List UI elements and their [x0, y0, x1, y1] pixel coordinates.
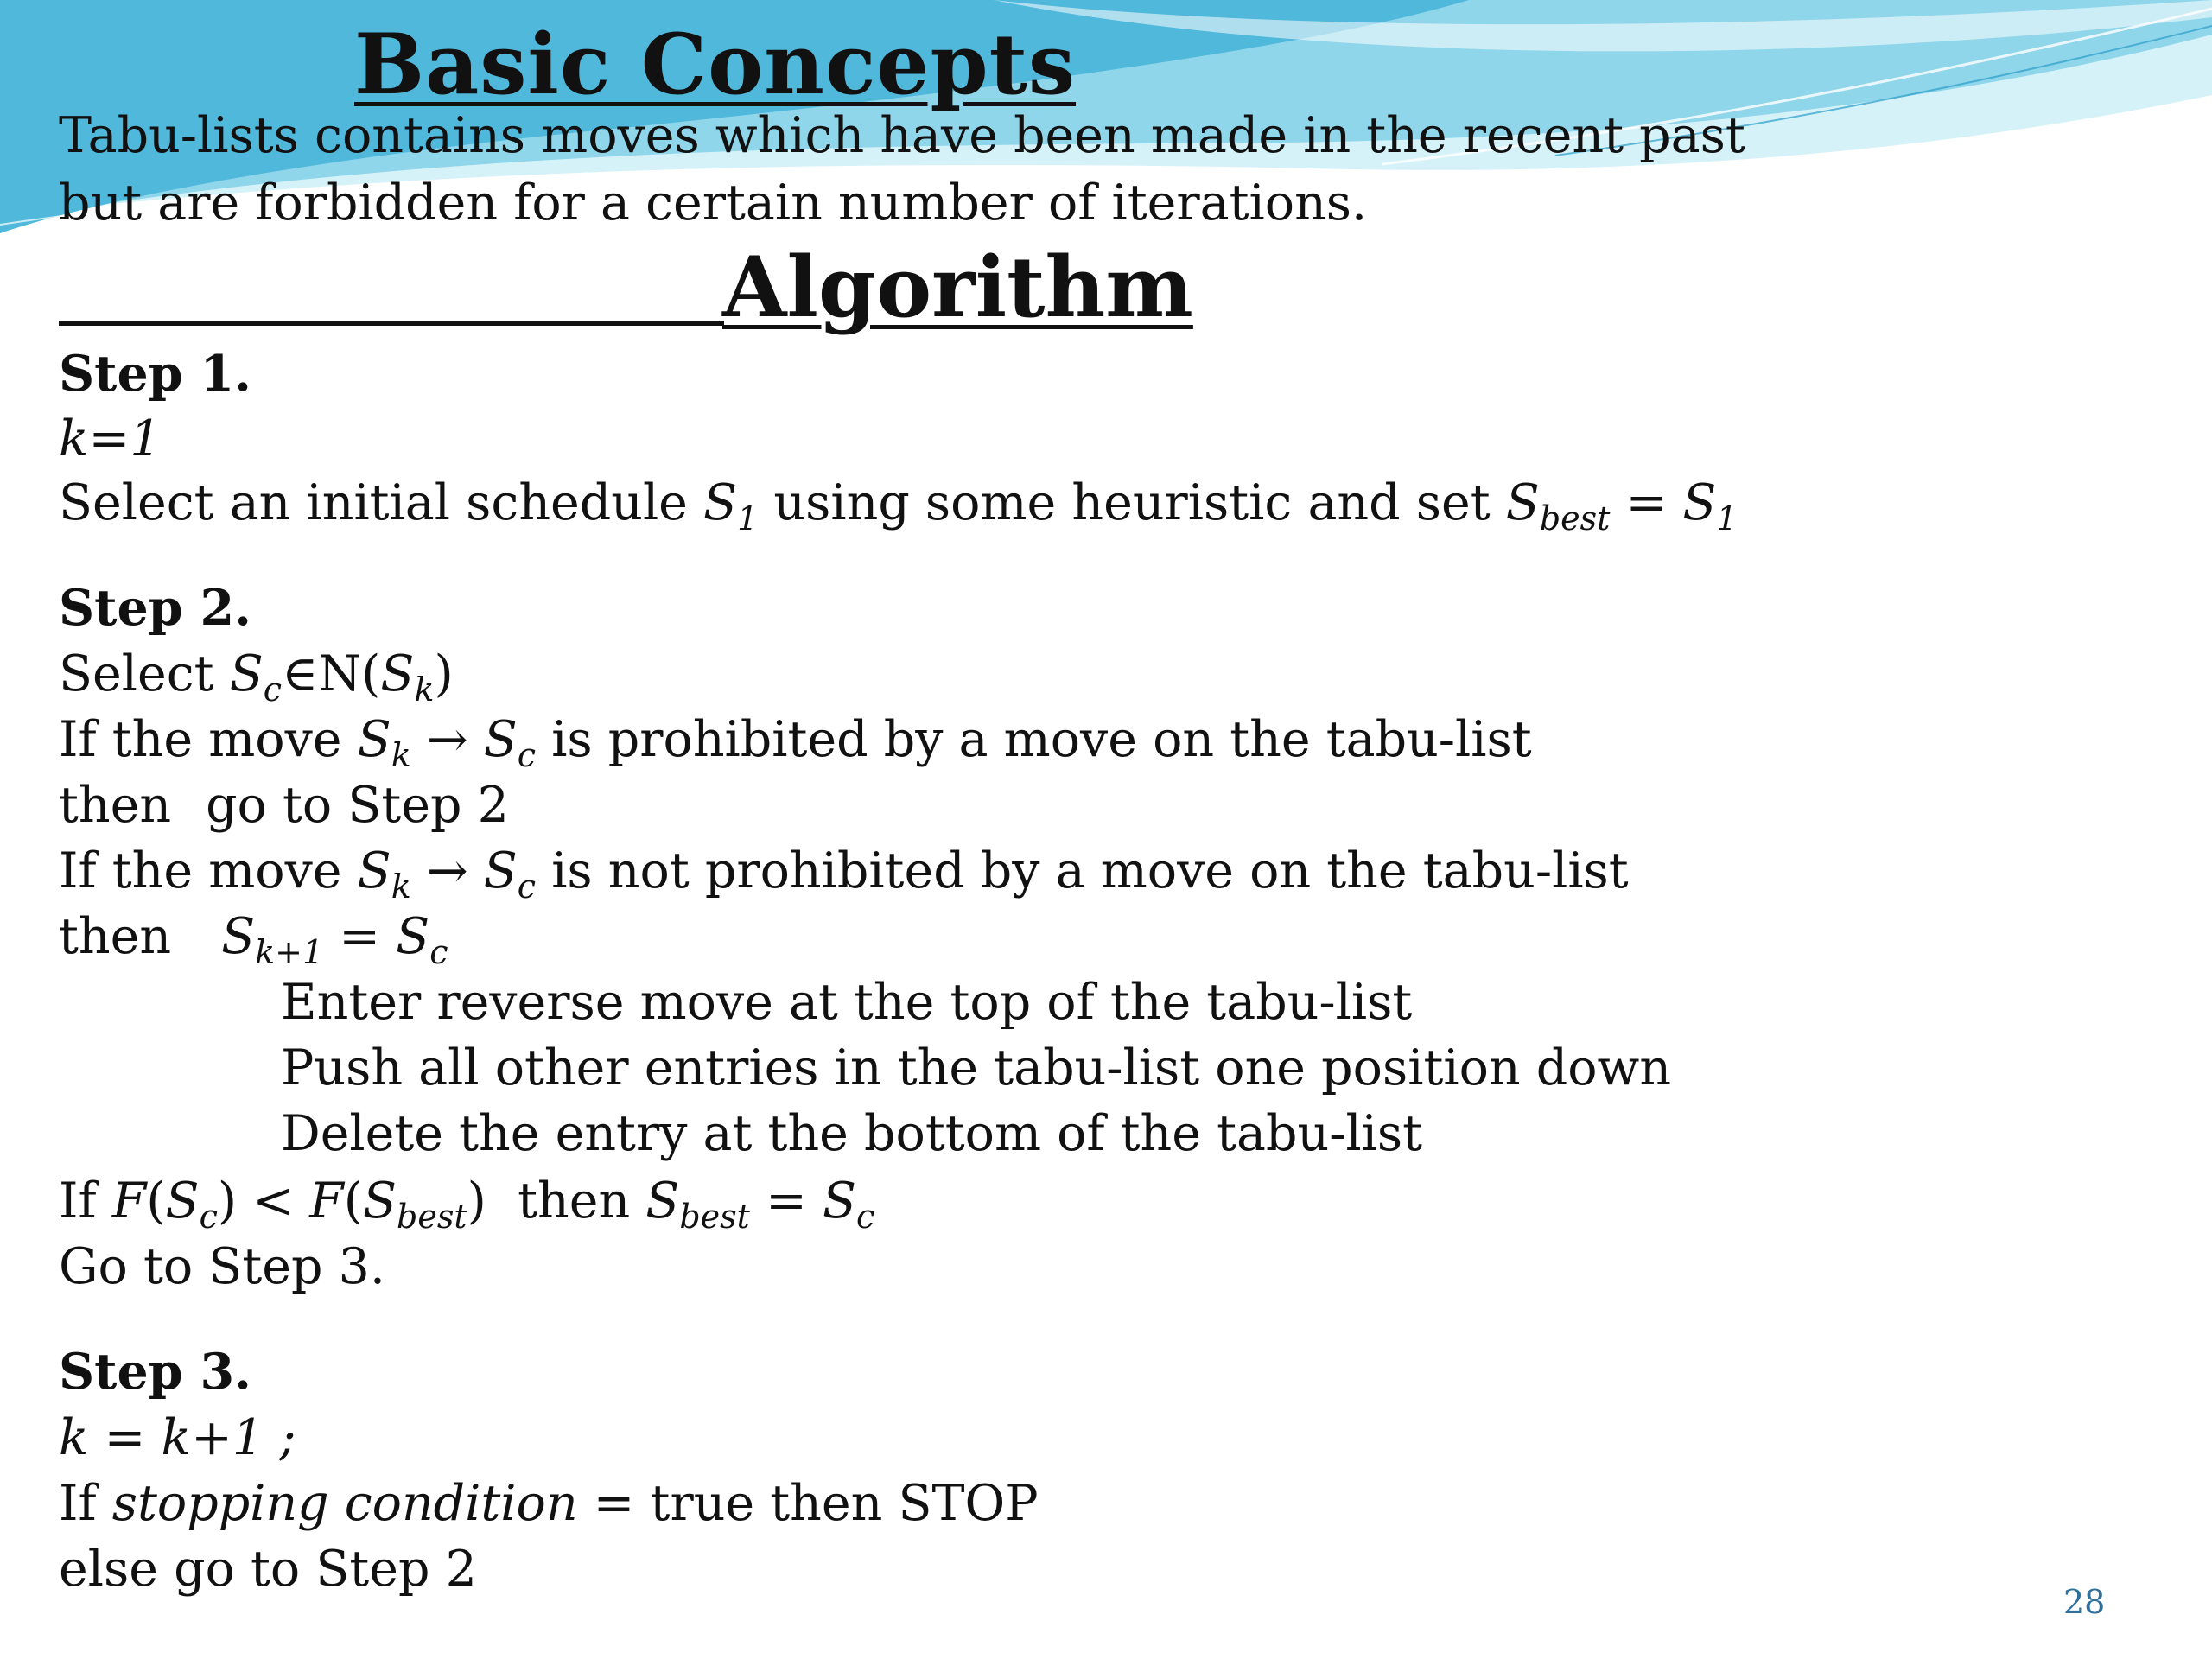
sub-c: c	[856, 1198, 875, 1236]
k-symbol: k	[161, 1409, 192, 1466]
f-symbol: F	[111, 1173, 147, 1230]
text: using some heuristic and set	[758, 474, 1506, 531]
open-paren: (	[343, 1173, 363, 1230]
s-symbol: S	[221, 908, 256, 965]
then: then	[59, 777, 172, 834]
s-symbol: S	[703, 474, 738, 531]
intro-paragraph: Tabu-lists contains moves which have been made in the recent past but are forbidden for a certain number of iterations.	[59, 107, 1745, 232]
s-symbol: S	[1682, 474, 1717, 531]
sub-best: best	[679, 1198, 750, 1236]
sub-c: c	[517, 868, 537, 906]
in-neighbourhood: ∈N(	[282, 645, 381, 702]
slide-title: Basic Concepts	[354, 16, 1077, 113]
k-symbol: k	[59, 1409, 89, 1466]
arrow: →	[410, 711, 484, 768]
s-symbol: S	[396, 908, 430, 965]
text: is prohibited by a move on the tabu-list	[536, 711, 1532, 768]
sub-1: 1	[1716, 499, 1738, 537]
goto-step-2: go to Step 2	[206, 777, 509, 834]
text: Select an initial schedule	[59, 474, 704, 531]
eq: =	[88, 1409, 162, 1466]
step-2-delete-line: Delete the entry at the bottom of the tabu-list	[281, 1105, 1423, 1162]
s-symbol: S	[357, 711, 391, 768]
open-paren: (	[146, 1173, 166, 1230]
text: If the move	[59, 711, 358, 768]
text: If the move	[59, 842, 358, 899]
stopping-condition: stopping condition	[111, 1475, 578, 1532]
s-symbol: S	[357, 842, 391, 899]
step-2-heading: Step 2.	[59, 579, 251, 637]
sub-c: c	[517, 736, 537, 774]
text: Select	[59, 645, 230, 702]
step-3-increment-line	[59, 1407, 296, 1469]
sub-k1: k+1	[255, 933, 324, 971]
step-2-goto-3-line: Go to Step 3.	[59, 1238, 385, 1295]
close-paren: )	[467, 1173, 486, 1230]
s-symbol: S	[645, 1173, 680, 1230]
sub-1: 1	[737, 499, 759, 537]
sub-k: k	[391, 736, 411, 774]
s-symbol: S	[483, 842, 518, 899]
step-1-heading: Step 1.	[59, 345, 251, 403]
step-1-select-line	[59, 472, 1738, 550]
plus-one: +1 ;	[191, 1409, 296, 1466]
s-symbol: S	[1505, 474, 1540, 531]
f-symbol: F	[309, 1173, 344, 1230]
sub-best: best	[397, 1198, 467, 1236]
if: If	[59, 1475, 112, 1532]
algorithm-rule-line	[59, 321, 724, 326]
close-paren: )	[434, 645, 454, 702]
sub-c: c	[429, 933, 448, 971]
then: then	[59, 908, 172, 965]
sub-c: c	[199, 1198, 218, 1236]
step-3-stop-line	[59, 1472, 1039, 1535]
close-paren: )	[217, 1173, 238, 1230]
sub-k: k	[391, 868, 411, 906]
s-symbol: S	[362, 1173, 397, 1230]
sub-c: c	[263, 671, 283, 709]
eq: =	[1610, 474, 1683, 531]
s-symbol: S	[380, 645, 415, 702]
if: If	[59, 1173, 112, 1230]
step-1-init-k	[59, 408, 162, 470]
text: = true then STOP	[577, 1475, 1039, 1532]
eq: =	[749, 1173, 823, 1230]
step-2-then-goto-line	[59, 774, 509, 836]
sub-k: k	[414, 671, 435, 709]
arrow: →	[410, 842, 484, 899]
eq: =	[323, 908, 397, 965]
text: is not prohibited by a move on the tabu-list	[536, 842, 1629, 899]
page-number: 28	[2063, 1583, 2106, 1621]
s-symbol: S	[822, 1173, 857, 1230]
algorithm-title: Algorithm	[722, 238, 1193, 336]
then: then	[486, 1173, 646, 1230]
step-3-heading: Step 3.	[59, 1343, 251, 1401]
step-2-enter-line: Enter reverse move at the top of the tabu-list	[281, 974, 1413, 1031]
s-symbol: S	[483, 711, 518, 768]
init-k-text: k=1	[59, 410, 162, 467]
step-3-else-line: else go to Step 2	[59, 1541, 477, 1598]
sub-best: best	[1539, 499, 1611, 537]
lt: <	[237, 1173, 310, 1230]
s-symbol: S	[165, 1173, 200, 1230]
s-symbol: S	[229, 645, 264, 702]
step-2-push-line: Push all other entries in the tabu-list one position down	[281, 1039, 1672, 1096]
